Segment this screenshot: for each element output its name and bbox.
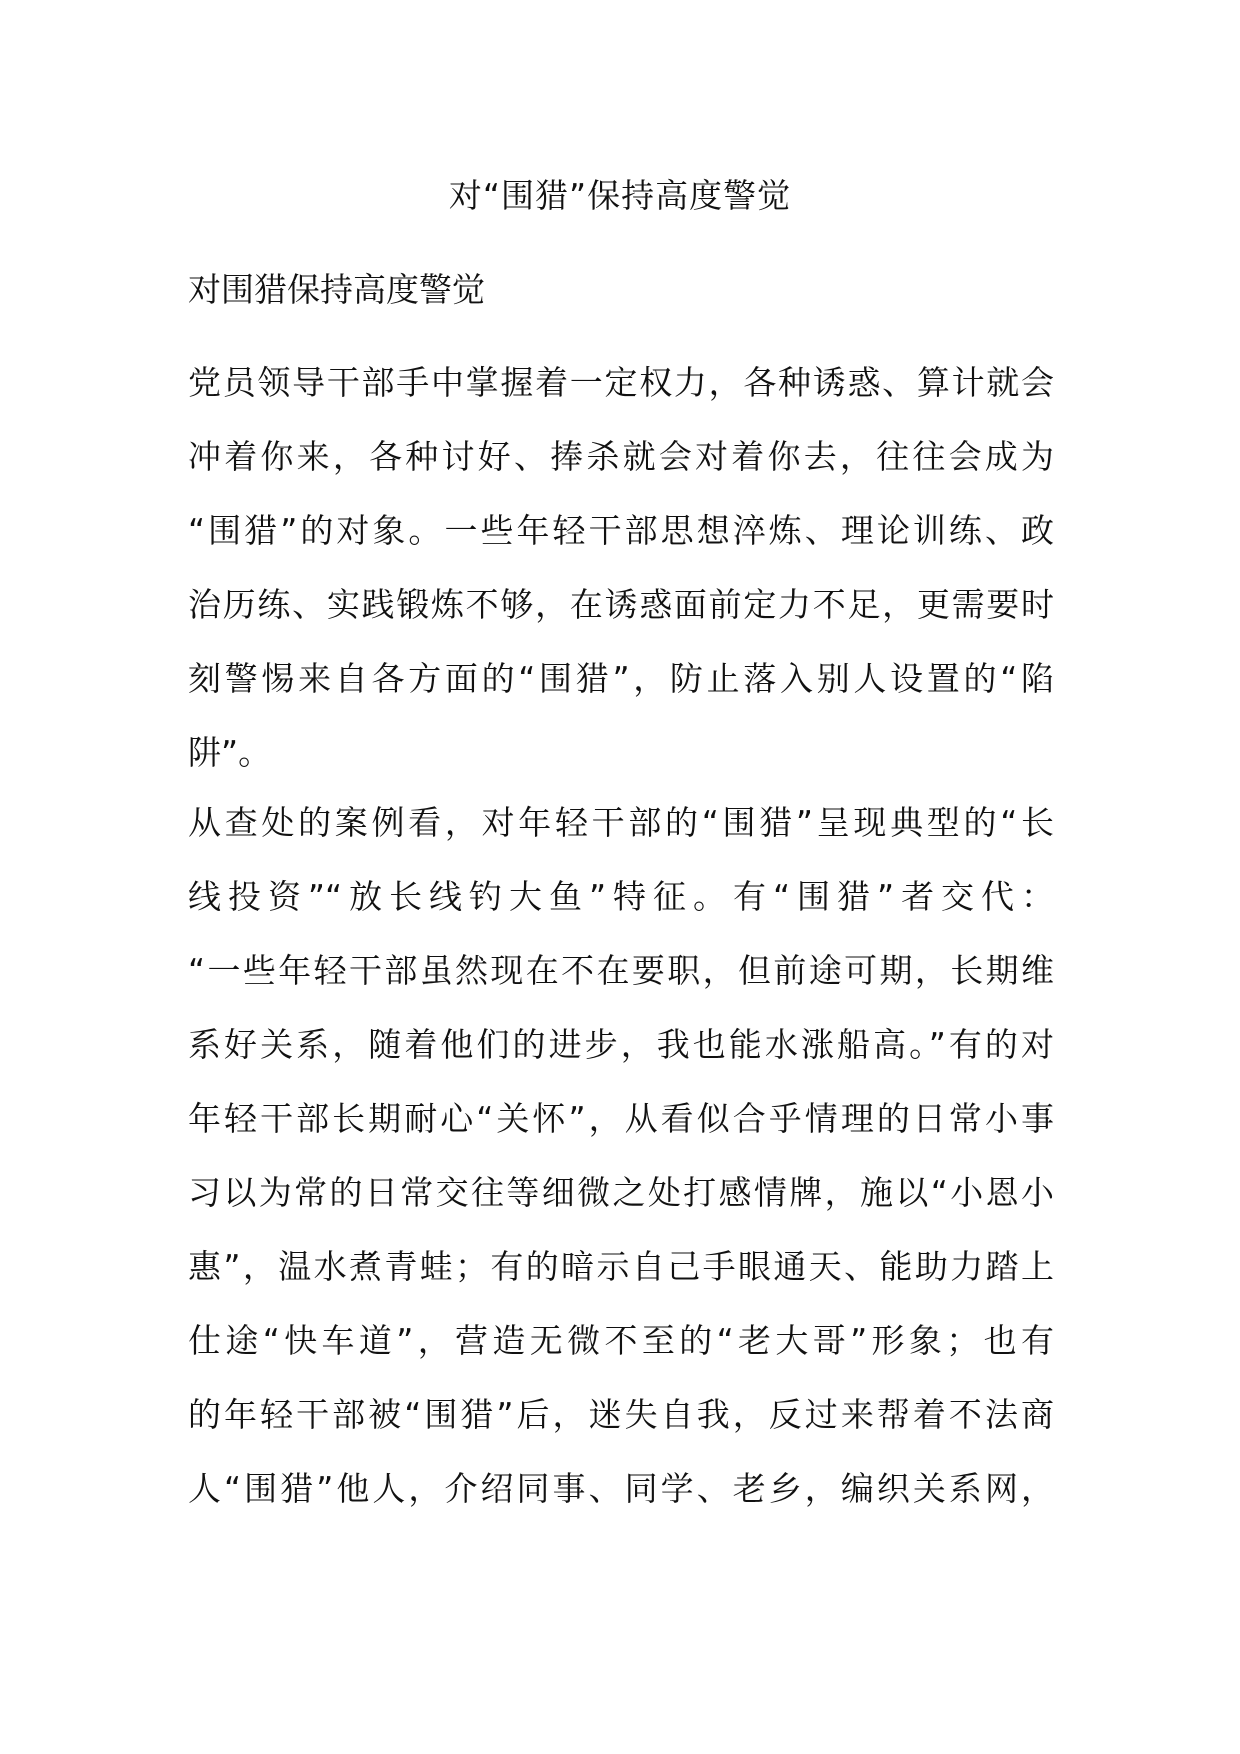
paragraph-2: [188, 786, 1054, 1526]
document-title: 对“围猎”保持高度警觉: [448, 176, 792, 215]
paragraph-line: 治历练、实践锻炼不够，在诱惑面前定力不足，更需要时: [188, 585, 1054, 624]
paragraph-line: 仕途“快车道”，营造无微不至的“老大哥”形象；也有: [188, 1321, 1054, 1360]
document-subtitle: 对围猎保持高度警觉: [188, 270, 485, 309]
paragraph-line: “围猎”的对象。一些年轻干部思想淬炼、理论训练、政: [188, 511, 1054, 550]
paragraph-line: 惠”，温水煮青蛙；有的暗示自己手眼通天、能助力踏上: [188, 1247, 1054, 1286]
paragraph-1: [188, 346, 1054, 790]
paragraph-line: 年轻干部长期耐心“关怀”，从看似合乎情理的日常小事: [188, 1099, 1054, 1138]
paragraph-line: 习以为常的日常交往等细微之处打感情牌，施以“小恩小: [188, 1173, 1054, 1212]
paragraph-line: 人“围猎”他人，介绍同事、同学、老乡，编织关系网，: [188, 1469, 1054, 1508]
paragraph-line: 的年轻干部被“围猎”后，迷失自我，反过来帮着不法商: [188, 1395, 1054, 1434]
paragraph-line: 从查处的案例看，对年轻干部的“围猎”呈现典型的“长: [188, 803, 1054, 842]
paragraph-line: 冲着你来，各种讨好、捧杀就会对着你去，往往会成为: [188, 437, 1054, 476]
paragraph-line: “一些年轻干部虽然现在不在要职，但前途可期，长期维: [188, 951, 1054, 990]
paragraph-line: 阱”。: [188, 733, 272, 772]
paragraph-line: 刻警惕来自各方面的“围猎”，防止落入别人设置的“陷: [188, 659, 1054, 698]
paragraph-line: 线投资”“放长线钓大鱼”特征。有“围猎”者交代：: [188, 877, 1054, 916]
paragraph-line: 党员领导干部手中掌握着一定权力，各种诱惑、算计就会: [188, 363, 1054, 402]
paragraph-line: 系好关系，随着他们的进步，我也能水涨船高。”有的对: [188, 1025, 1054, 1064]
